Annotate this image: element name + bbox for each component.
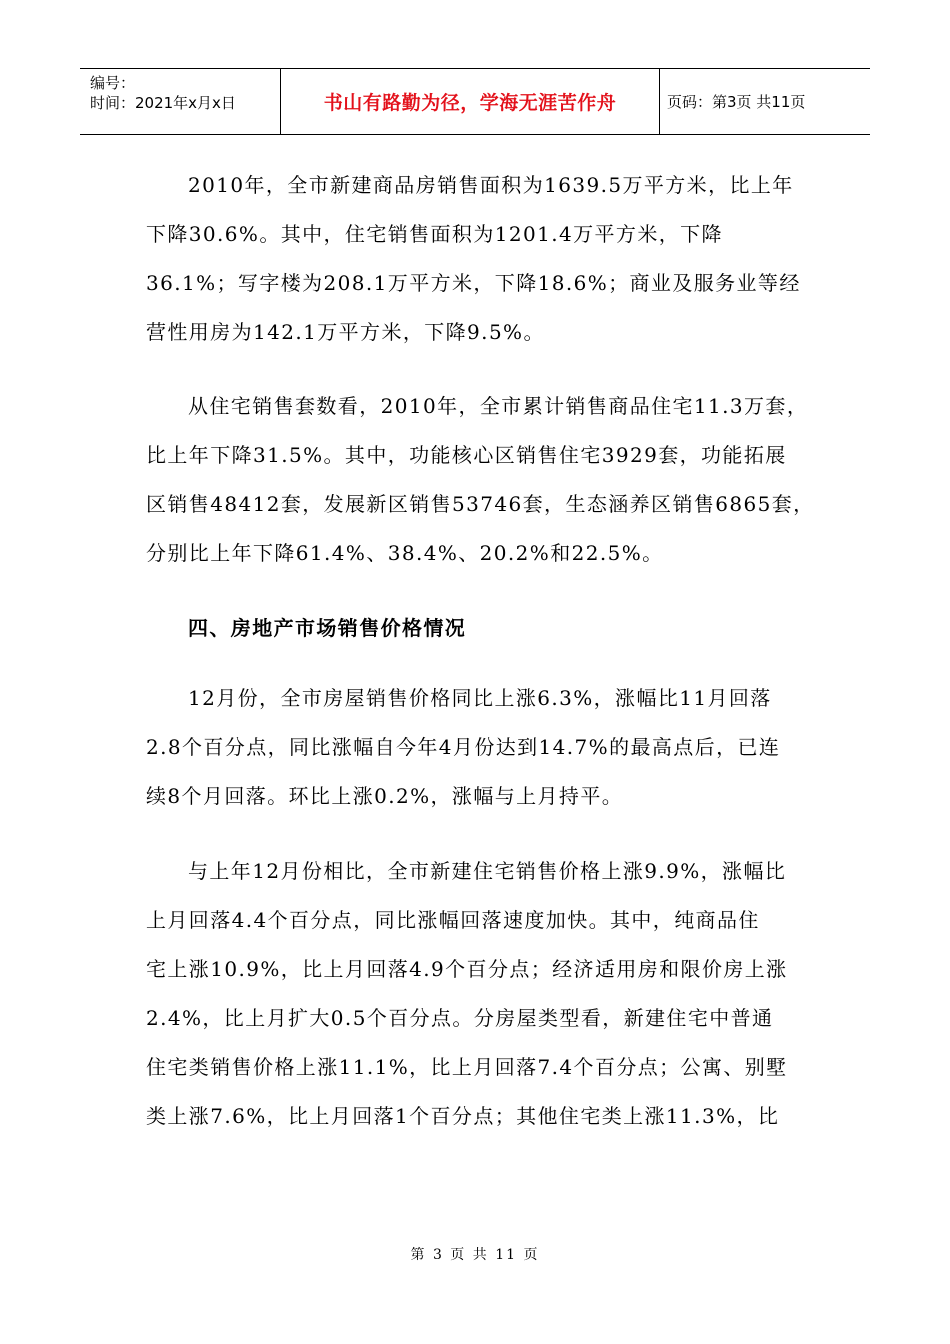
- text-line: 营性用房为142.1万平方米，下降9.5%。: [146, 320, 545, 344]
- paragraph-sales-area: [146, 161, 826, 357]
- text-line: 上月回落4.4个百分点，同比涨幅回落速度加快。其中，纯商品住: [146, 908, 760, 932]
- text-line: 2.4%，比上月扩大0.5个百分点。分房屋类型看，新建住宅中普通: [146, 1006, 774, 1030]
- paragraph-price-yoy: [146, 847, 826, 1141]
- document-number-label: 编号：: [90, 74, 136, 92]
- text-line: 分别比上年下降61.4%、38.4%、20.2%和22.5%。: [146, 541, 664, 565]
- header-meta: [80, 69, 281, 134]
- text-line: 续8个月回落。环比上涨0.2%，涨幅与上月持平。: [146, 784, 624, 808]
- page-footer: 第 3 页 共 11 页: [410, 1247, 540, 1263]
- text-line: 36.1%；写字楼为208.1万平方米，下降18.6%；商业及服务业等经: [146, 271, 801, 295]
- text-line: 12月份，全市房屋销售价格同比上涨6.3%，涨幅比11月回落: [188, 686, 772, 710]
- page-header: [80, 68, 870, 135]
- paragraph-price-december: [146, 674, 826, 821]
- paragraph-sales-units: [146, 382, 826, 578]
- document-time-label: 时间：2021年x月x日: [90, 94, 236, 112]
- text-line: 从住宅销售套数看，2010年，全市累计销售商品住宅11.3万套，: [188, 394, 809, 418]
- text-line: 2.8个百分点，同比涨幅自今年4月份达到14.7%的最高点后，已连: [146, 735, 781, 759]
- text-line: 类上涨7.6%，比上月回落1个百分点；其他住宅类上涨11.3%，比: [146, 1104, 780, 1128]
- text-line: 2010年，全市新建商品房销售面积为1639.5万平方米，比上年: [188, 173, 794, 197]
- text-line: 比上年下降31.5%。其中，功能核心区销售住宅3929套，功能拓展: [146, 443, 787, 467]
- header-motto: 书山有路勤为径，学海无涯苦作舟: [281, 69, 660, 134]
- text-line: 与上年12月份相比，全市新建住宅销售价格上涨9.9%，涨幅比: [188, 859, 787, 883]
- section-heading: 四、房地产市场销售价格情况: [188, 616, 467, 640]
- text-line: 下降30.6%。其中，住宅销售面积为1201.4万平方米，下降: [146, 222, 723, 246]
- text-line: 宅上涨10.9%，比上月回落4.9个百分点；经济适用房和限价房上涨: [146, 957, 788, 981]
- text-line: 区销售48412套，发展新区销售53746套，生态涵养区销售6865套，: [146, 492, 815, 516]
- text-line: 住宅类销售价格上涨11.1%，比上月回落7.4个百分点；公寓、别墅: [146, 1055, 788, 1079]
- header-page-info: 页码：第3页 共11页: [667, 93, 806, 111]
